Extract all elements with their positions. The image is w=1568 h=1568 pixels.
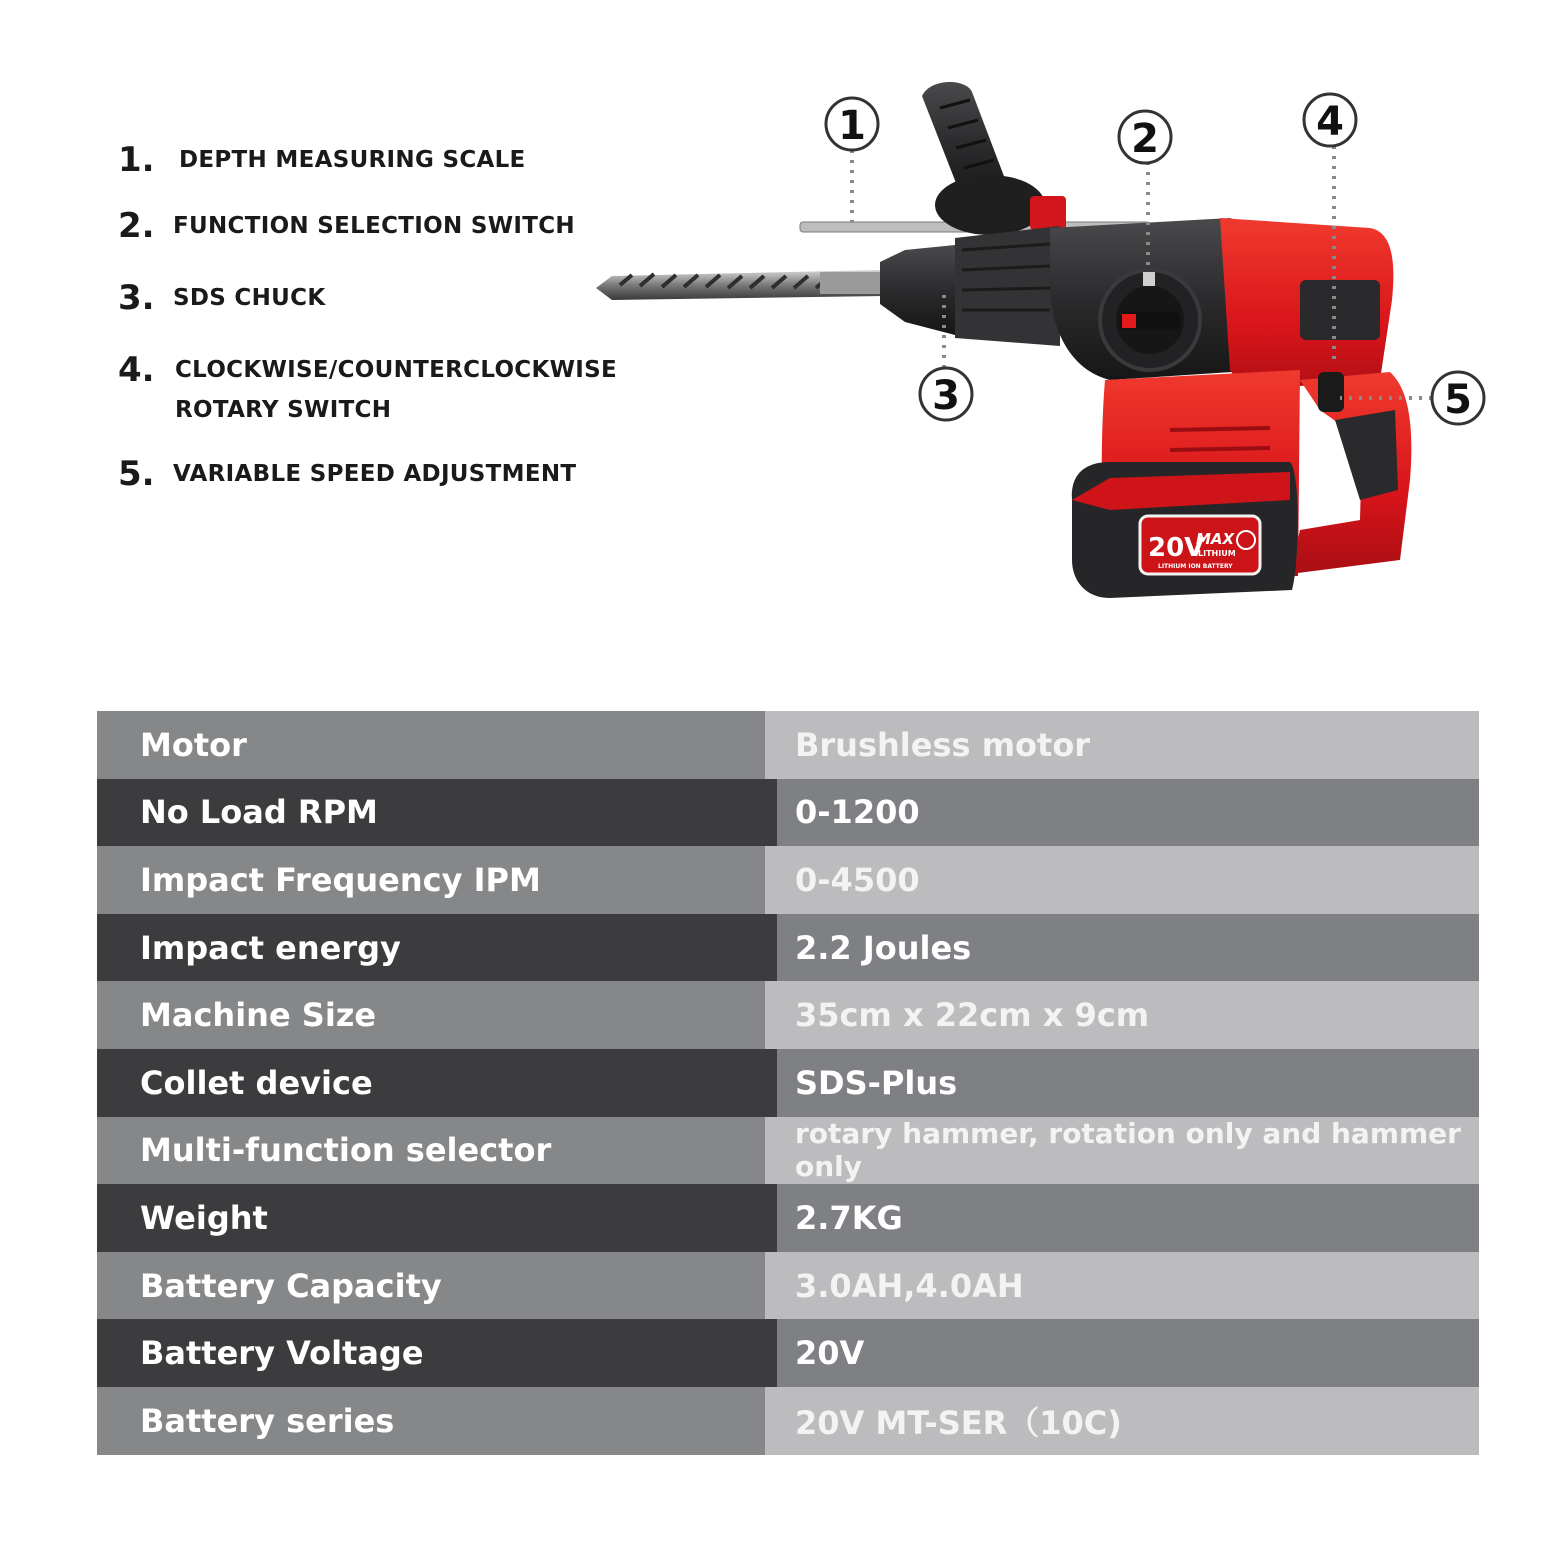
feature-item — [118, 206, 575, 246]
spec-value: 0-1200 — [777, 779, 1479, 847]
feature-number: 2. — [118, 206, 155, 246]
callout-5-label: 5 — [1444, 377, 1472, 423]
spec-value: 35cm x 22cm x 9cm — [765, 981, 1479, 1049]
spec-value: rotary hammer, rotation only and hammer only — [765, 1117, 1479, 1185]
spec-row — [97, 711, 1479, 779]
spec-row — [97, 1319, 1479, 1387]
battery-pack — [1072, 462, 1298, 598]
trigger — [1318, 372, 1344, 412]
spec-row — [97, 1252, 1479, 1320]
spec-row — [97, 846, 1479, 914]
spec-value: 20V MT-SER（10C) — [765, 1387, 1479, 1455]
battery-max-text: MAX — [1196, 530, 1235, 548]
feature-item — [118, 140, 526, 180]
spec-table — [97, 711, 1479, 1455]
callout-2 — [1119, 111, 1171, 163]
feature-label: VARIABLE SPEED ADJUSTMENT — [173, 461, 577, 487]
feature-item — [118, 278, 325, 318]
feature-number: 1. — [118, 140, 155, 180]
spec-value: 0-4500 — [765, 846, 1479, 914]
motor-vent — [1300, 280, 1380, 340]
spec-value: 2.2 Joules — [777, 914, 1479, 982]
feature-label-line2: ROTARY SWITCH — [175, 397, 392, 423]
callout-1-label: 1 — [838, 103, 866, 149]
spec-row — [97, 1049, 1479, 1117]
side-handle — [922, 82, 1066, 235]
callout-3-label: 3 — [932, 373, 960, 419]
feature-number: 3. — [118, 278, 155, 318]
feature-item — [118, 454, 576, 494]
callout-1 — [826, 98, 878, 150]
spec-row — [97, 779, 1479, 847]
spec-label: Battery series — [97, 1387, 765, 1455]
spec-value: SDS-Plus — [777, 1049, 1479, 1117]
spec-value: 2.7KG — [777, 1184, 1479, 1252]
battery-sub-text: LITHIUM ION BATTERY — [1158, 563, 1233, 570]
feature-label: SDS CHUCK — [173, 285, 326, 311]
callout-4-label: 4 — [1316, 99, 1344, 145]
spec-label: Collet device — [97, 1049, 777, 1117]
spec-value: Brushless motor — [765, 711, 1479, 779]
callout-2-label: 2 — [1131, 116, 1159, 162]
spec-label: Motor — [97, 711, 765, 779]
callout-3 — [920, 368, 972, 420]
sds-chuck — [880, 226, 1060, 346]
spec-label: Impact energy — [97, 914, 777, 982]
spec-label: Battery Voltage — [97, 1319, 777, 1387]
battery-chem-text: LITHIUM — [1198, 549, 1236, 558]
rotary-hammer-illustration — [580, 70, 1520, 630]
spec-row — [97, 1184, 1479, 1252]
function-switch-knob — [1100, 270, 1200, 370]
spec-label: No Load RPM — [97, 779, 777, 847]
feature-number: 5. — [118, 454, 155, 494]
battery-voltage-text: 20V — [1148, 533, 1205, 563]
feature-label: CLOCKWISE/COUNTERCLOCKWISE — [175, 357, 618, 383]
callout-4 — [1304, 94, 1356, 146]
spec-row — [97, 1387, 1479, 1455]
spec-value: 3.0AH,4.0AH — [765, 1252, 1479, 1320]
drill-bit — [596, 270, 884, 300]
spec-label: Machine Size — [97, 981, 765, 1049]
spec-row — [97, 981, 1479, 1049]
feature-label: FUNCTION SELECTION SWITCH — [173, 213, 575, 239]
spec-label: Battery Capacity — [97, 1252, 765, 1320]
feature-label-block — [173, 350, 617, 430]
feature-label: DEPTH MEASURING SCALE — [179, 147, 526, 173]
spec-row — [97, 1117, 1479, 1185]
spec-value: 20V — [777, 1319, 1479, 1387]
spec-label: Multi-function selector — [97, 1117, 765, 1185]
spec-label: Impact Frequency IPM — [97, 846, 765, 914]
feature-item — [118, 350, 617, 430]
spec-row — [97, 914, 1479, 982]
callout-5 — [1432, 372, 1484, 424]
spec-label: Weight — [97, 1184, 777, 1252]
feature-number: 4. — [118, 350, 155, 390]
